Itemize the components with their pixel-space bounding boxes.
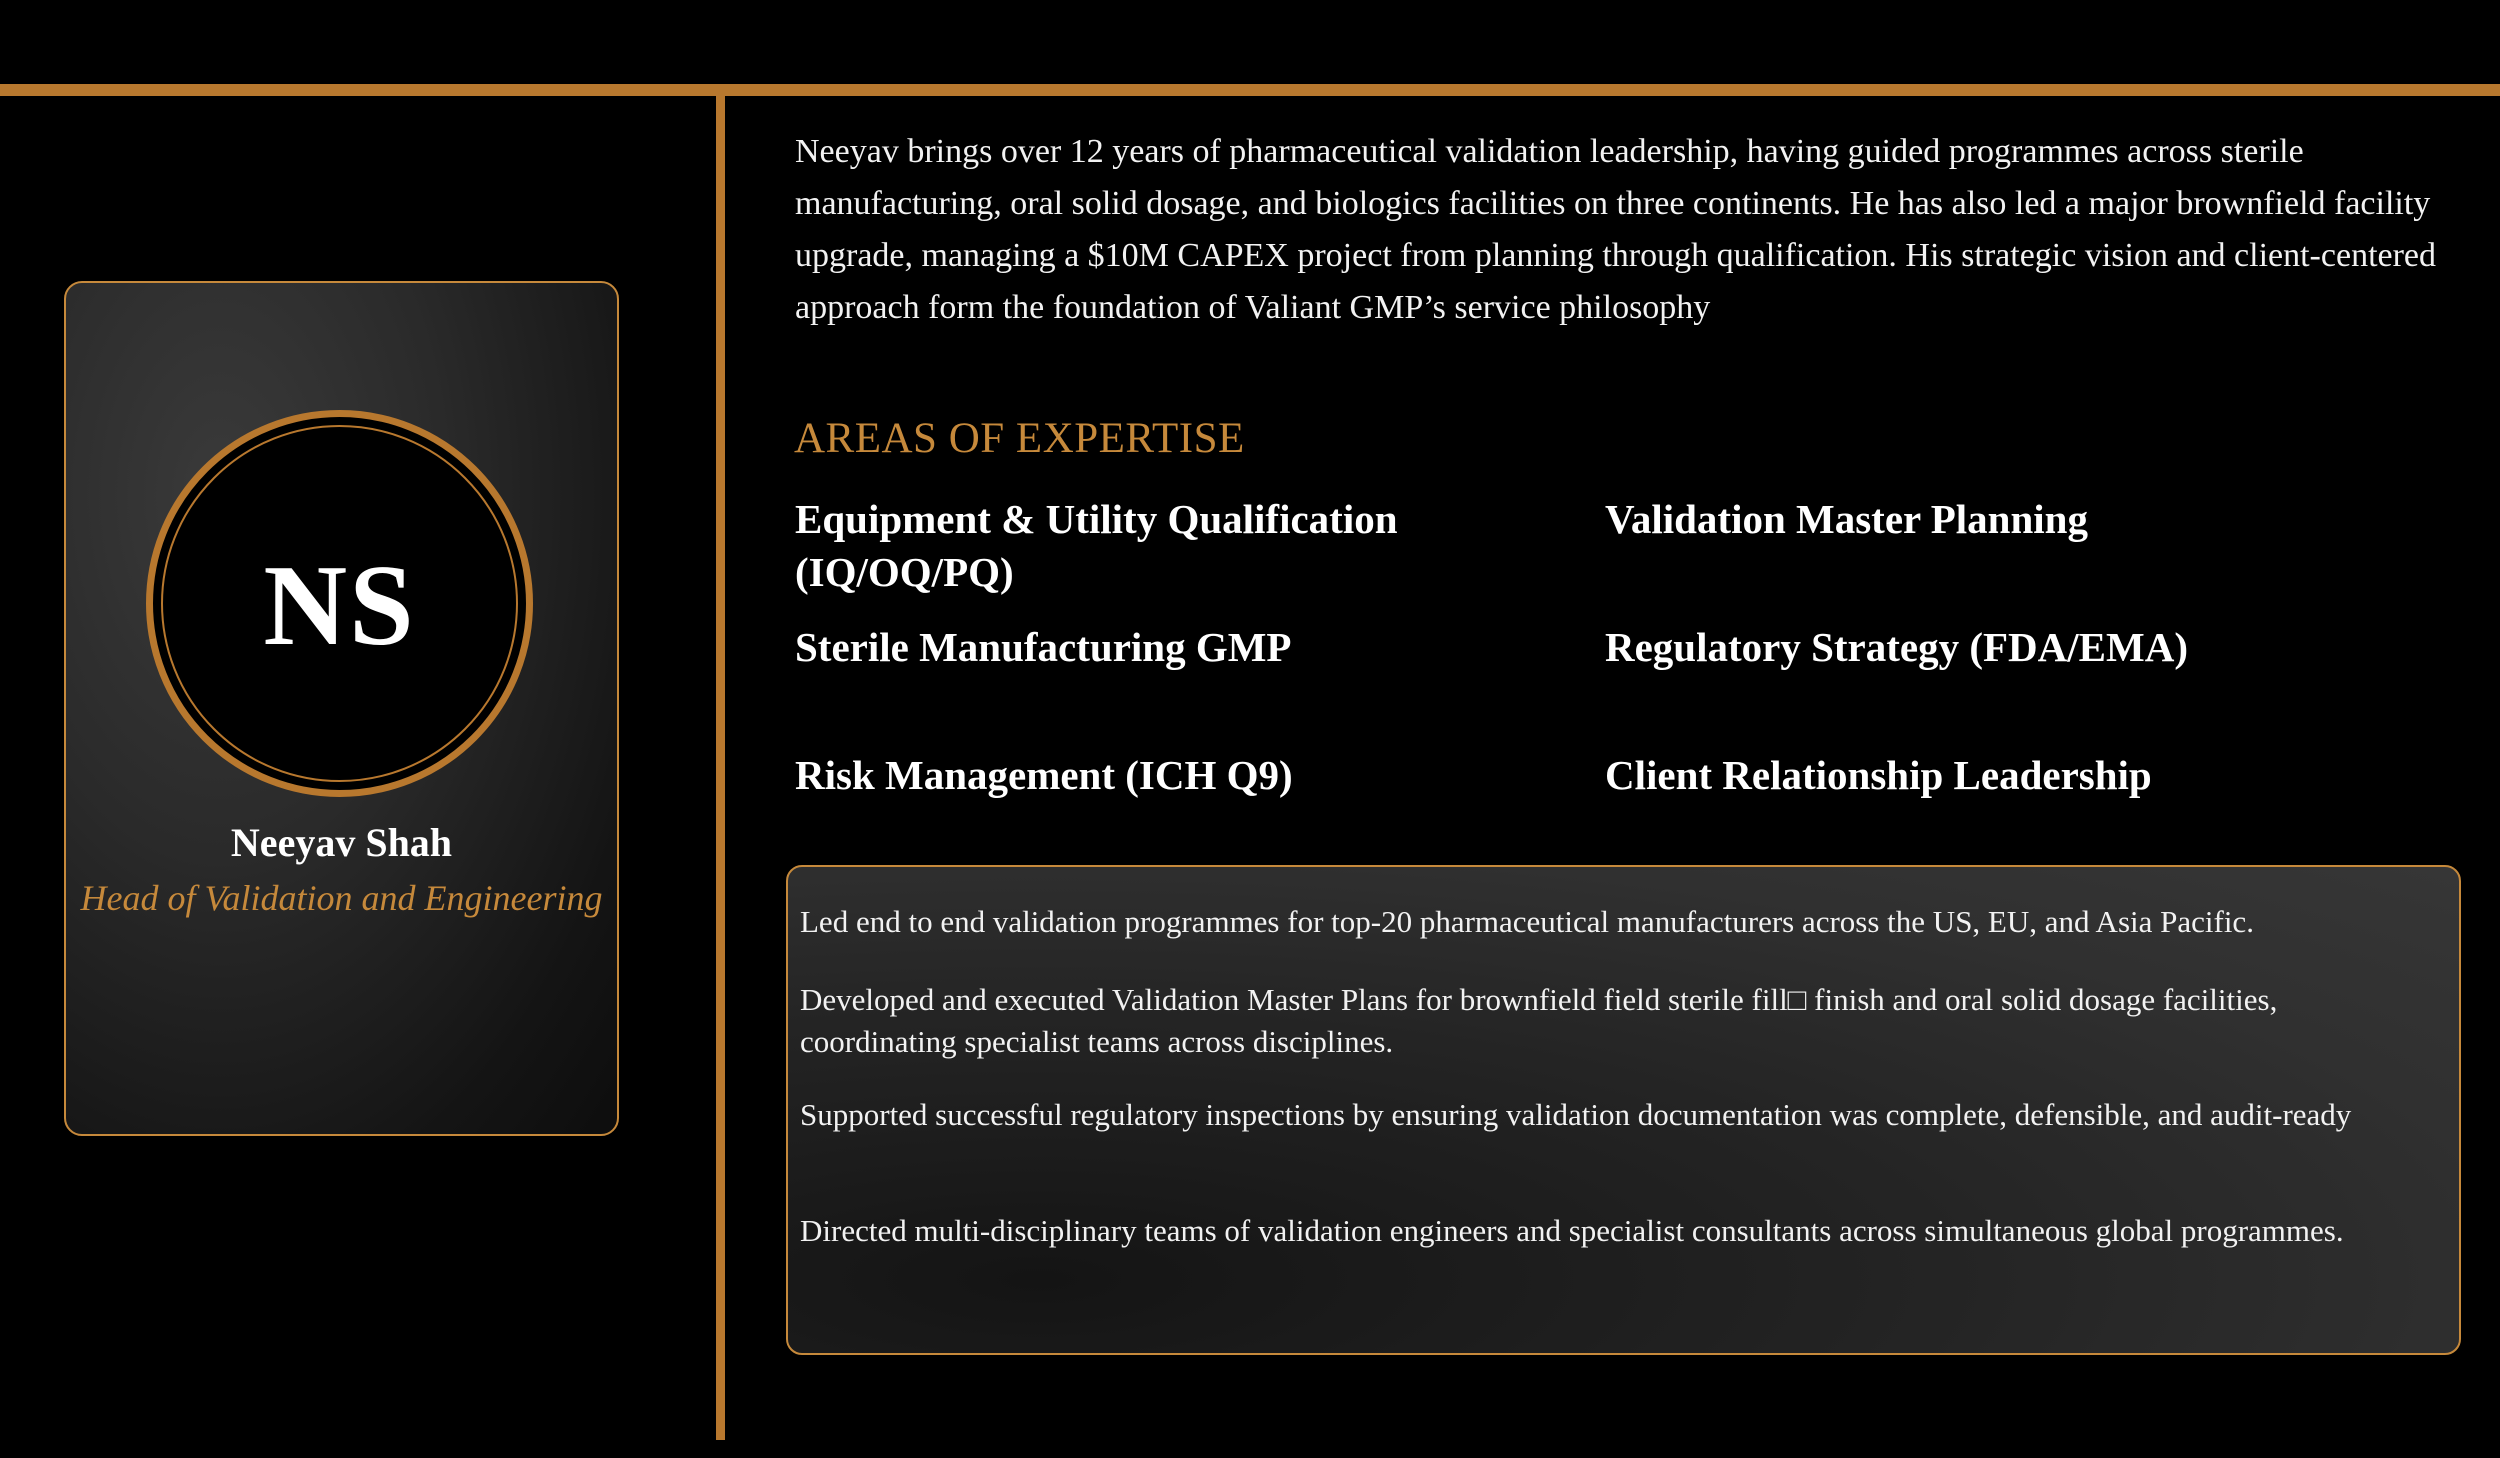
monogram-inner-ring <box>161 425 518 782</box>
monogram-badge <box>146 410 533 797</box>
person-name: Neeyav Shah <box>230 820 453 865</box>
expertise-item: Regulatory Strategy (FDA/EMA) <box>1605 624 2188 670</box>
profile-card <box>64 281 619 1136</box>
achievement-item: Developed and executed Validation Master Plans for brownfield field sterile fill□ finish and oral solid dosage facilities, coordinating specialist teams across disciplines. <box>800 982 2278 1059</box>
expertise-item: Sterile Manufacturing GMP <box>795 624 1292 670</box>
achievement-item: Supported successful regulatory inspections by ensuring validation documentation was complete, defensible, and audit-ready <box>800 1097 2352 1132</box>
top-divider <box>0 84 2500 96</box>
person-role: Head of Validation and Engineering <box>80 878 603 918</box>
achievement-item: Directed multi-disciplinary teams of validation engineers and specialist consultants across simultaneous global programmes. <box>800 1213 2344 1248</box>
achievements-panel <box>786 865 2461 1355</box>
expertise-item: Client Relationship Leadership <box>1605 752 2152 798</box>
expertise-item: Equipment & Utility Qualification (IQ/OQ/PQ) <box>795 496 1398 595</box>
achievement-item: Led end to end validation programmes for top-20 pharmaceutical manufacturers across the US, EU, and Asia Pacific. <box>800 904 2254 939</box>
bio-paragraph: Neeyav brings over 12 years of pharmaceutical validation leadership, having guided programmes across sterile manufacturing, oral solid dosage, and biologics facilities on three continents. He has also led a major brownfield facility upgrade, managing a $10M CAPEX project from planning through qualification. His strategic vision and client-centered approach form the foundation of Valiant GMP’s service philosophy <box>795 133 2437 326</box>
monogram-initials: NS <box>263 541 416 670</box>
expertise-item: Risk Management (ICH Q9) <box>795 752 1293 798</box>
expertise-item: Validation Master Planning <box>1605 496 2088 542</box>
expertise-heading: AREAS OF EXPERTISE <box>794 415 1245 462</box>
column-divider <box>716 96 725 1440</box>
